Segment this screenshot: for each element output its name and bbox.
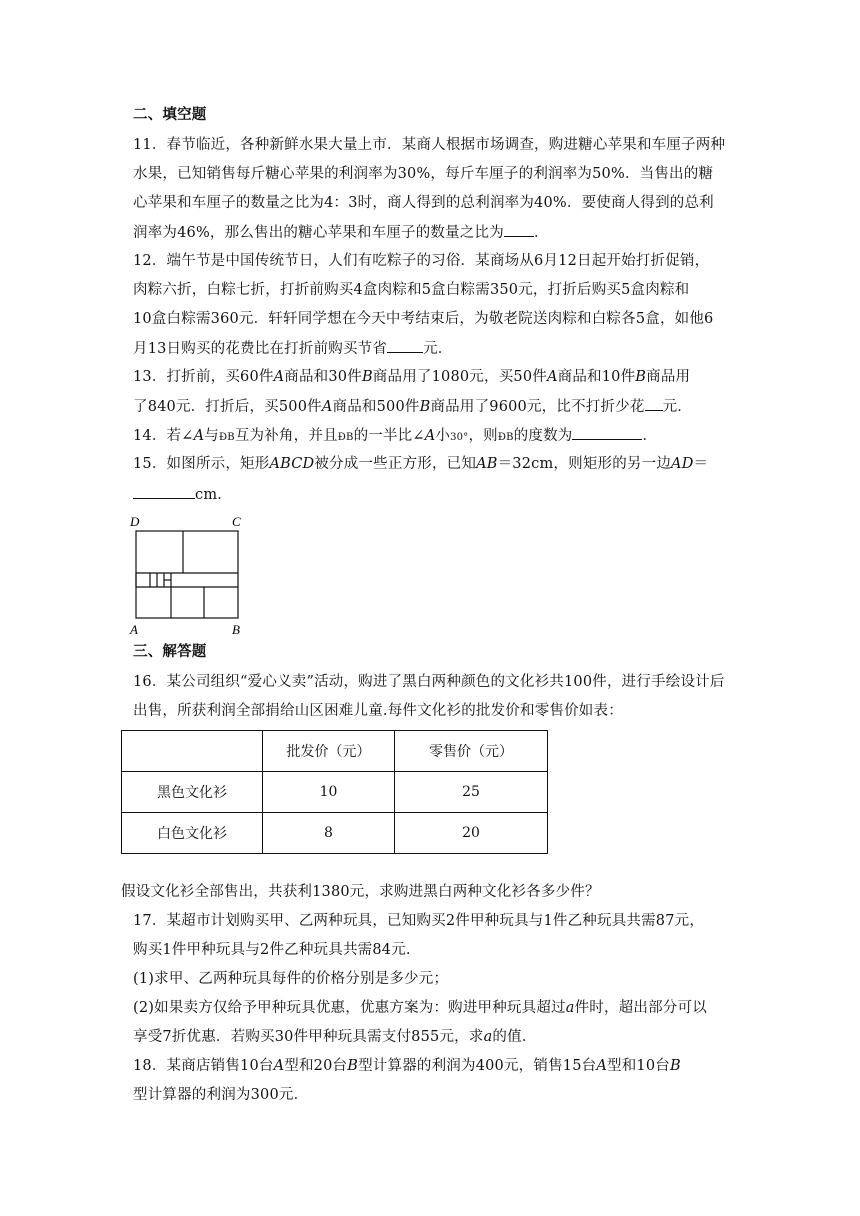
q12-line-2: 肉粽六折，白粽七折，打折前购买4盒肉粽和5盒白粽需350元，打折后购买5盒肉粽和 bbox=[133, 282, 690, 298]
q18-line-2: 型计算器的利润为300元． bbox=[133, 1087, 309, 1103]
table-cell: 10 bbox=[263, 772, 395, 813]
q13-line-1: 13．打折前，买60件A商品和30件B商品用了1080元，买50件A商品和10件B商品用 bbox=[133, 369, 691, 385]
q11-line-2: 水果，已知销售每斤糖心苹果的利润率为30%，每斤车厘子的利润率为50%．当售出的糖 bbox=[133, 166, 714, 182]
q16-after-table: 假设文化衫全部售出，共获利1380元，求购进黑白两种文化衫各多少件？ bbox=[121, 884, 600, 900]
table-cell: 25 bbox=[395, 772, 548, 813]
q14-line-1: 14．若∠A与ÐB互为补角，并且ÐB的一半比∠A小30°，则ÐB的度数为 ． bbox=[133, 425, 657, 448]
q11-line-3: 心苹果和车厘子的数量之比为4：3时，商人得到的总利润率为40%．要使商人得到的总利 bbox=[133, 195, 714, 211]
table-row bbox=[122, 772, 548, 813]
q16-line-1: 16．某公司组织“爱心义卖”活动，购进了黑白两种颜色的文化衫共100件，进行手绘设计后 bbox=[133, 674, 725, 690]
q16-line-2: 出售，所获利润全部捐给山区困难儿童.每件文化衫的批发价和零售价如表： bbox=[133, 703, 623, 719]
table-cell: 白色文化衫 bbox=[122, 813, 263, 854]
table-row bbox=[122, 813, 548, 854]
answer-blank bbox=[504, 222, 534, 237]
q15-line-2: cm． bbox=[133, 484, 232, 505]
table-cell: 黑色文化衫 bbox=[122, 772, 263, 813]
rectangle-squares-figure bbox=[128, 512, 252, 640]
q18-line-1: 18．某商店销售10台A型和20台B型计算器的利润为400元，销售15台A型和10台B bbox=[133, 1058, 681, 1074]
label-C: C bbox=[232, 514, 241, 529]
table-header-cell: 零售价（元） bbox=[395, 731, 548, 772]
outer-rectangle bbox=[136, 531, 238, 618]
answer-blank bbox=[133, 484, 195, 499]
q12-line-4: 月13日购买的花费比在打折前购买节省 元． bbox=[133, 338, 452, 359]
label-B: B bbox=[232, 622, 240, 637]
label-D: D bbox=[130, 514, 140, 529]
table-header-cell: 批发价（元） bbox=[263, 731, 395, 772]
label-A: A bbox=[130, 622, 138, 637]
q17-line-1: 17．某超市计划购买甲、乙两种玩具，已知购买2件甲种玩具与1件乙种玩具共需87元， bbox=[133, 913, 705, 929]
q12-line-1: 12．端午节是中国传统节日，人们有吃粽子的习俗．某商场从6月12日起开始打折促销， bbox=[133, 253, 710, 269]
q17-line-2: 购买1件甲种玩具与2件乙种玩具共需84元. bbox=[133, 942, 411, 958]
table-header-cell bbox=[122, 731, 263, 772]
table-header-row bbox=[122, 731, 548, 772]
q13-line-2: 了840元．打折后，买500件A商品和500件B商品用了9600元，比不打折少花 元． bbox=[133, 396, 692, 417]
q11-line-1: 11．春节临近，各种新鲜水果大量上市．某商人根据市场调查，购进糖心苹果和车厘子两种 bbox=[133, 137, 726, 153]
q17-line-4: (2)如果卖方仅给予甲种玩具优惠，优惠方案为：购进甲种玩具超过a件时，超出部分可以 bbox=[133, 1000, 707, 1016]
table-cell: 20 bbox=[395, 813, 548, 854]
answer-blank bbox=[645, 396, 663, 411]
q12-line-3: 10盒白粽需360元．轩轩同学想在今天中考结束后，为敬老院送肉粽和白粽各5盒，如他6 bbox=[133, 311, 714, 327]
answer-blank bbox=[387, 338, 423, 353]
price-table bbox=[121, 730, 548, 854]
section-heading-fill-blank: 二、填空题 bbox=[133, 106, 207, 123]
q11-line-4: 润率为46%，那么售出的糖心苹果和车厘子的数量之比为 ． bbox=[133, 222, 549, 243]
q15-line-1: 15．如图所示，矩形ABCD被分成一些正方形，已知AB＝32cm，则矩形的另一边AD＝ bbox=[133, 456, 709, 472]
q17-line-5: 享受7折优惠．若购买30件甲种玩具需支付855元，求a的值． bbox=[133, 1029, 537, 1045]
q17-line-3: (1)求甲、乙两种玩具每件的价格分别是多少元； bbox=[133, 971, 449, 987]
answer-blank bbox=[572, 425, 642, 440]
table-cell: 8 bbox=[263, 813, 395, 854]
section-heading-solve: 三、解答题 bbox=[133, 643, 207, 660]
